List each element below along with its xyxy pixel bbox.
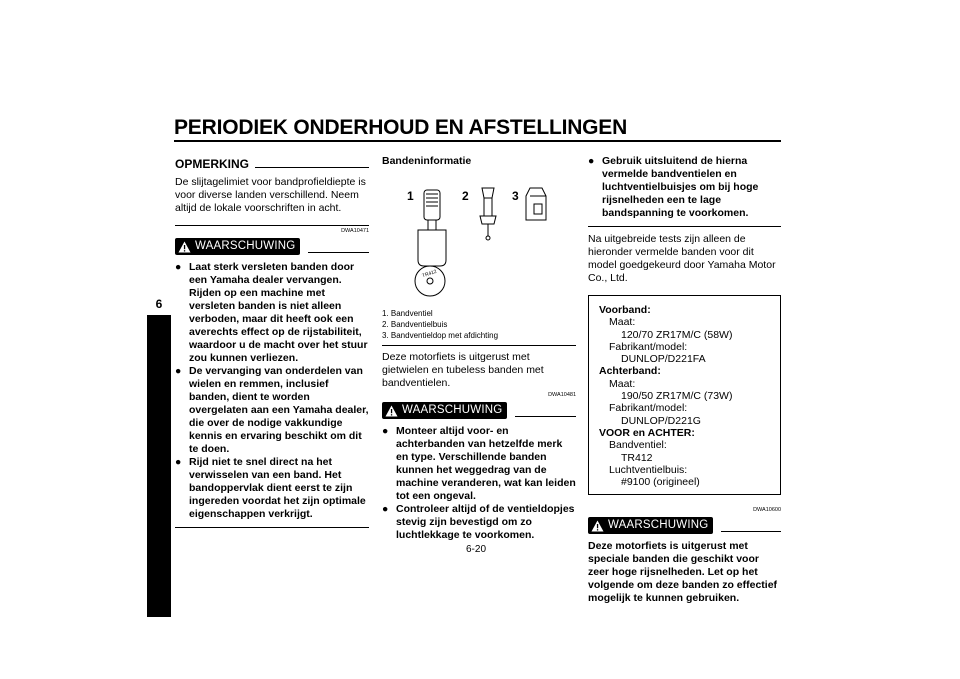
column-1 [175, 158, 369, 528]
warning-list [588, 155, 781, 220]
spec-label: VOOR en ACHTER: [599, 426, 695, 439]
warning-text: Deze motorfiets is uitgerust met speciale banden die geschikt voor zeer hoge rijsnelheden. Let op het volgende om deze banden zo effectief mogelijk te kunnen gebruiken. [588, 540, 778, 605]
spec-value: DUNLOP/D221FA [621, 353, 706, 366]
figure-number: 1 [407, 189, 414, 203]
legend-item: 2. Bandventielbuis [382, 320, 448, 329]
title-rule [174, 140, 781, 142]
note-text: De slijtagelimiet voor bandprofieldiepte is voor diverse landen verschillend. Neem altijd de lokale voorschriften in acht. [175, 176, 366, 214]
list-item: ● Laat sterk versleten banden door een Yamaha dealer vervangen. Rijden op een machine met versleten banden is niet alleen verboden, maar dit heeft ook een averechts effect op de rijstabiliteit, waardoor u de macht over het stuur zou kunnen verliezen. [175, 261, 368, 364]
warning-code: DWA10481 [548, 392, 576, 398]
divider [175, 527, 369, 528]
warning-badge: WAARSCHUWING [175, 238, 300, 255]
note-heading: OPMERKING [175, 158, 369, 171]
warning-header [588, 517, 781, 534]
page-title: PERIODIEK ONDERHOUD EN AFSTELLINGEN [174, 116, 628, 139]
warning-icon [591, 520, 604, 532]
spec-value: 120/70 ZR17M/C (58W) [621, 328, 733, 341]
list-item: ● De vervanging van onderdelen van wielen en remmen, inclusief banden, dient te worden overgelaten aan een Yamaha dealer, die over de nodige vakkundige kennis en ervaring beschikt om dit te doen. [175, 365, 369, 455]
warning-header [382, 402, 576, 419]
figure-number: 3 [512, 189, 519, 203]
valve-marking: TR412 [421, 268, 438, 280]
legend-item: 3. Bandventieldop met afdichting [382, 331, 499, 340]
list-item: ● Controleer altijd of de ventieldopjes stevig zijn bevestigd om zo luchtlekkage te voorkomen. [382, 503, 575, 541]
body-text: Deze motorfiets is uitgerust met gietwielen en tubeless banden met bandventielen. [382, 351, 544, 389]
divider [175, 225, 369, 226]
spec-label: Fabrikant/model: [609, 402, 688, 415]
warning-list [382, 425, 576, 542]
warning-code: DWA10600 [753, 507, 781, 514]
tire-spec-box [588, 295, 781, 495]
figure-legend [382, 308, 576, 341]
chapter-tab [147, 315, 171, 617]
spec-label: Voorband: [599, 304, 651, 316]
spec-label: Maat: [609, 316, 636, 329]
chapter-number: 6 [155, 297, 163, 311]
warning-header [175, 238, 369, 255]
spec-value: TR412 [621, 451, 653, 464]
spec-value: DUNLOP/D221G [621, 414, 701, 427]
legend-item: 1. Bandventiel [382, 309, 433, 318]
section-heading: Bandeninformatie [382, 155, 472, 167]
warning-code: DWA10471 [341, 228, 369, 234]
list-item: ● Gebruik uitsluitend de hierna vermelde bandventielen en luchtventielbuisjes om bij hoge rijsnelheden een te lage bandspanning te voorkomen. [588, 155, 759, 219]
list-item: ● Monteer altijd voor- en achterbanden van hetzelfde merk en type. Verschillende banden kunnen het weggedrag van de machine veranderen, wat kan leiden tot een ongeval. [382, 425, 576, 502]
spec-value: 190/50 ZR17M/C (73W) [621, 390, 733, 403]
valve-figure [382, 176, 576, 304]
column-2 [382, 155, 576, 542]
spec-label: Achterband: [599, 365, 661, 378]
page-number: 6-20 [466, 544, 487, 555]
spec-label: Maat: [609, 377, 636, 390]
warning-icon [385, 405, 398, 417]
figure-number: 2 [462, 189, 469, 203]
spec-label: Luchtventielbuis: [609, 463, 688, 476]
list-item: ● Rijd niet te snel direct na het verwisselen van een band. Het bandoppervlak dient eerst te zijn ingereden voordat het zijn optimale eigenschappen verkrijgt. [175, 456, 366, 520]
warning-badge: WAARSCHUWING [588, 517, 713, 534]
divider [382, 345, 576, 346]
divider [588, 226, 781, 227]
warning-list [175, 261, 369, 521]
column-3 [588, 155, 781, 605]
spec-value: #9100 (origineel) [621, 476, 700, 489]
spec-label: Fabrikant/model: [609, 340, 688, 353]
body-text: Na uitgebreide tests zijn alleen de hieronder vermelde banden voor dit model goedgekeurd door Yamaha Motor Co., Ltd. [588, 233, 776, 284]
spec-label: Bandventiel: [609, 439, 667, 452]
valve-drawing [382, 176, 576, 304]
warning-icon [178, 241, 191, 253]
warning-badge: WAARSCHUWING [382, 402, 507, 419]
